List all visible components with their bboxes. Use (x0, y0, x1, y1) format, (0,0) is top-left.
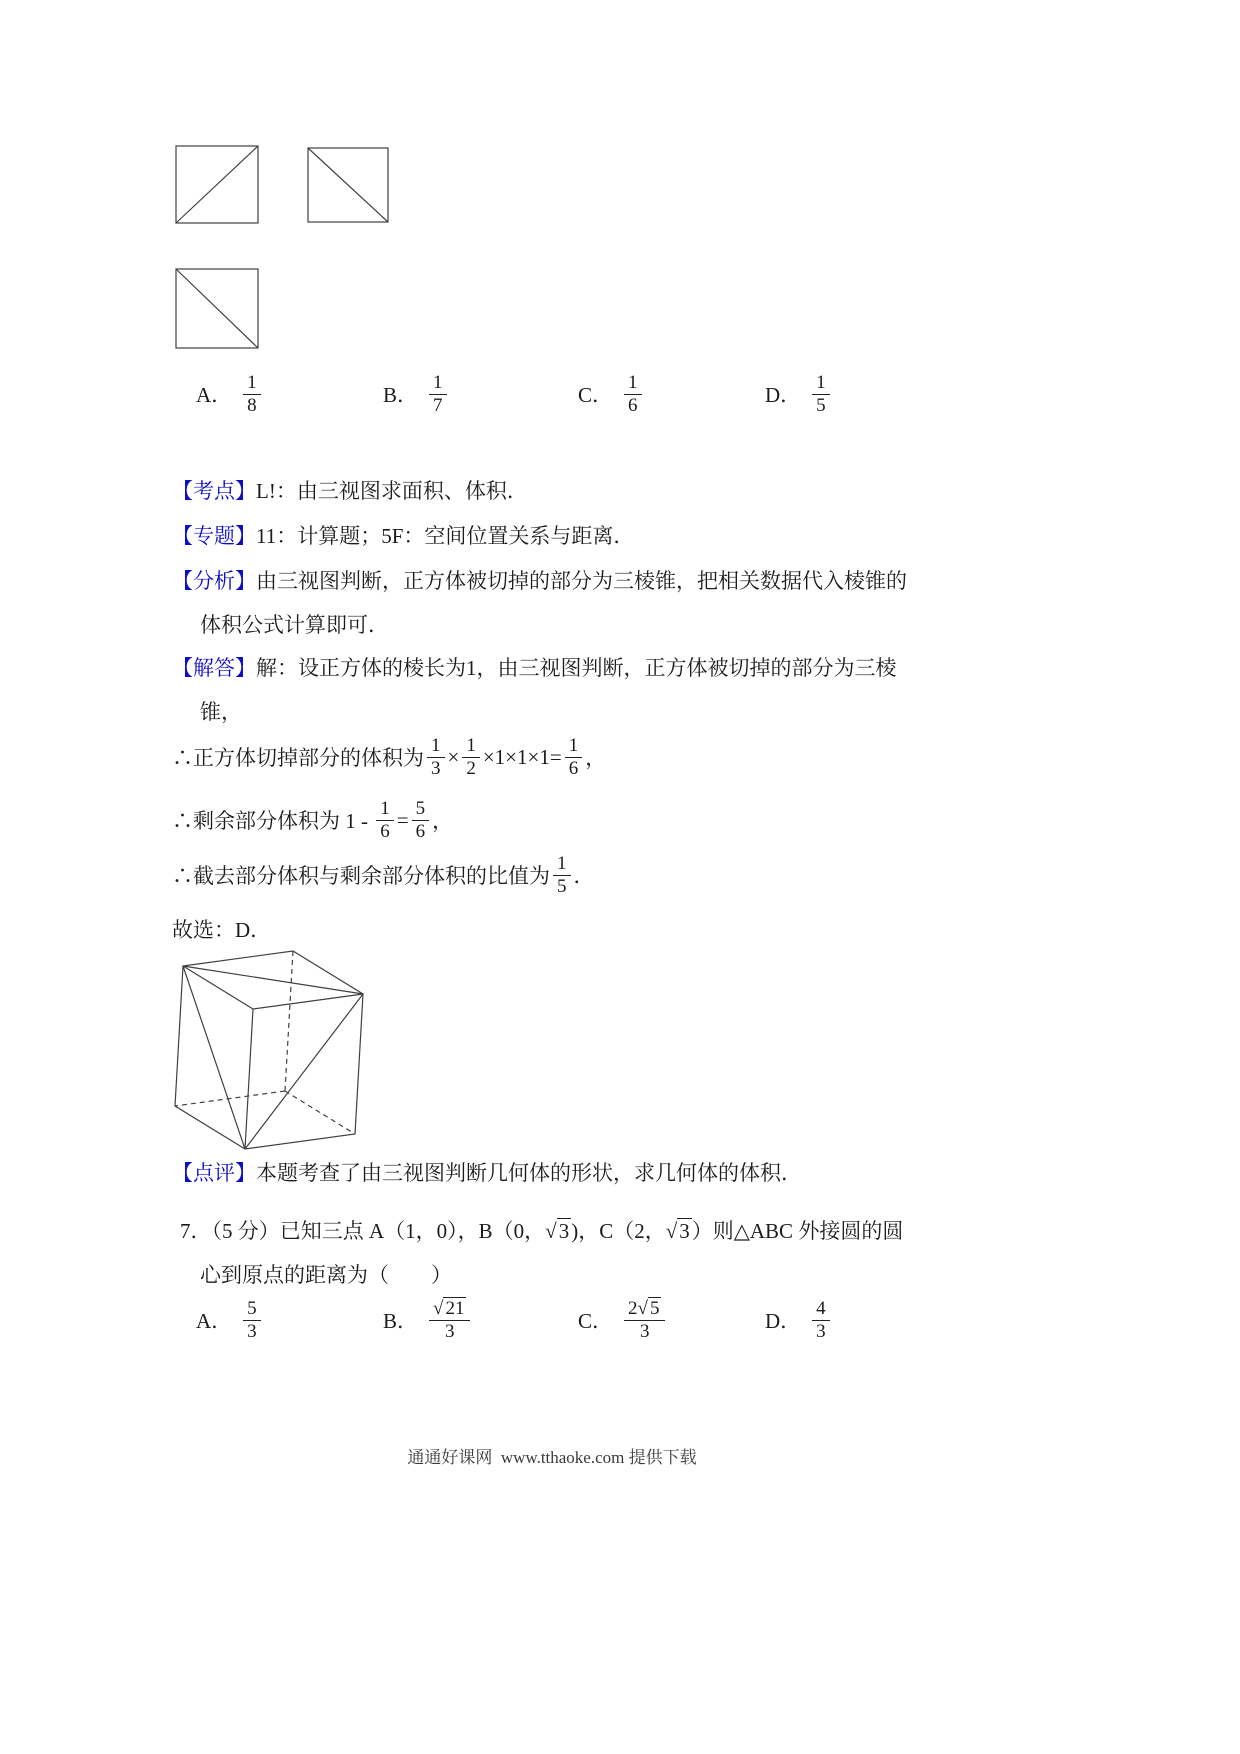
jieda-text: 解：设正方体的棱长为1，由三视图判断，正方体被切掉的部分为三棱 (256, 656, 897, 680)
fraction-denominator: 7 (429, 394, 447, 417)
section-zhuanti (172, 521, 634, 551)
fraction-numerator: 1 (816, 372, 826, 393)
section-fenxi (172, 566, 907, 640)
kaodian-tag: 【考点】 (172, 479, 256, 503)
kaodian-text: L!：由三视图求面积、体积． (256, 479, 528, 503)
fenxi-text: 由三视图判断，正方体被切掉的部分为三棱锥，把相关数据代入棱锥的 (256, 569, 907, 593)
section-kaodian (172, 476, 528, 506)
sqrt-sign: √ (665, 1219, 678, 1243)
q7-line-2: 心到原点的距离为（ ） (200, 1263, 452, 1287)
cube-front-corner-edges (183, 966, 363, 1149)
fraction-denominator: 3 (812, 1320, 830, 1343)
option-label: A． (196, 1309, 233, 1334)
option-fraction (624, 372, 642, 417)
dianping-tag: 【点评】 (172, 1161, 256, 1185)
solution-step-1 (172, 735, 606, 780)
fraction-numerator: 5 (415, 798, 426, 819)
radicand: 21 (445, 1298, 465, 1319)
step2-prefix: ∴剩余部分体积为 1 - (172, 809, 374, 834)
fraction-denominator: 6 (412, 820, 430, 843)
fenxi-line-1 (172, 566, 907, 596)
jieda-tag: 【解答】 (172, 656, 256, 680)
q7-text-b: )，C（2， (571, 1219, 666, 1243)
cut-triangle-edges (183, 966, 363, 1149)
option-fraction (624, 1298, 665, 1343)
fraction-denominator: 2 (462, 757, 480, 780)
sqrt-3-second (666, 1218, 692, 1243)
fraction-numerator: 1 (431, 735, 441, 756)
view-square-top-right (307, 147, 389, 224)
fraction-numerator: 4 (816, 1298, 826, 1319)
option-label: C． (578, 383, 614, 408)
step1-fraction-2 (462, 735, 480, 780)
sqrt-sign: √ (433, 1298, 444, 1319)
option-label: B． (383, 383, 419, 408)
step2-suffix: ， (432, 809, 454, 834)
fraction-denominator: 5 (812, 394, 830, 417)
cube-outline (175, 951, 363, 1149)
q6-option-d (765, 372, 833, 417)
step2-fraction-2 (412, 798, 430, 843)
fraction-denominator: 5 (553, 875, 571, 898)
radicand: 5 (649, 1298, 660, 1319)
q7-options-row (172, 1298, 1072, 1354)
sqrt-3-first (545, 1218, 571, 1243)
fraction-numerator: 1 (433, 372, 443, 393)
q7-option-d (765, 1298, 833, 1343)
section-dianping (172, 1158, 802, 1188)
fraction-denominator: 6 (624, 394, 642, 417)
step1-fraction-1 (427, 735, 445, 780)
option-label: B． (383, 1309, 419, 1334)
zhuanti-text: 11：计算题；5F：空间位置关系与距离． (256, 524, 635, 548)
step1-operator-2: ×1×1×1= (482, 744, 562, 769)
step3-fraction-1 (553, 853, 571, 898)
option-label: A． (196, 383, 233, 408)
coefficient: 2 (628, 1298, 638, 1319)
fraction-denominator: 3 (243, 1320, 261, 1343)
q7-option-c (578, 1298, 668, 1343)
jieda-line-2: 锥， (200, 700, 242, 724)
fraction-numerator: 1 (247, 372, 257, 393)
q6-option-a (196, 372, 264, 417)
fraction-denominator: 6 (565, 757, 583, 780)
solution-step-2 (172, 798, 453, 843)
step3-suffix: ． (573, 864, 595, 889)
q7-line-1 (180, 1216, 903, 1246)
view-square-bottom (175, 268, 259, 350)
jieda-line-1 (172, 653, 897, 683)
q6-options-row (172, 372, 1072, 428)
fraction-denominator: 8 (243, 394, 261, 417)
cube-cut-figure (168, 946, 380, 1158)
fraction-numerator: 5 (247, 1298, 257, 1319)
q6-option-c (578, 372, 645, 417)
fenxi-line-2: 体积公式计算即可． (200, 613, 389, 637)
option-fraction (429, 372, 447, 417)
fraction-denominator: 3 (429, 1320, 470, 1343)
q7-text-c: ）则△ABC 外接圆的圆 (691, 1219, 904, 1243)
step1-suffix: ， (585, 746, 607, 771)
sqrt-sign: √ (637, 1298, 648, 1319)
fraction-numerator: 1 (466, 735, 476, 756)
view-square-top-left (175, 145, 259, 225)
conclusion-text: 故选：D． (172, 918, 272, 942)
section-jieda (172, 653, 897, 727)
step2-fraction-1 (376, 798, 394, 843)
fraction-numerator: 1 (628, 372, 638, 393)
step3-prefix: ∴截去部分体积与剩余部分体积的比值为 (172, 864, 550, 889)
option-fraction (243, 372, 261, 417)
option-fraction (812, 372, 830, 417)
question-7 (180, 1216, 903, 1290)
option-fraction (812, 1298, 830, 1343)
fraction-numerator: 1 (557, 853, 567, 874)
option-fraction (243, 1298, 261, 1343)
step1-operator-1: × (447, 744, 460, 769)
fraction-denominator: 6 (376, 820, 394, 843)
fenxi-tag: 【分析】 (172, 569, 256, 593)
radicand: 3 (558, 1219, 570, 1243)
q7-text-a: 7．（5 分）已知三点 A（1，0），B（0， (180, 1219, 546, 1243)
option-fraction (429, 1298, 470, 1343)
page-footer: 通通好课网 www.tthaoke.com 提供下载 (407, 1448, 697, 1467)
radicand: 3 (679, 1219, 690, 1243)
fraction-numerator: 1 (568, 735, 579, 756)
fraction-denominator: 3 (624, 1320, 665, 1343)
option-label: C． (578, 1309, 614, 1334)
sqrt-21 (433, 1297, 466, 1319)
zhuanti-tag: 【专题】 (172, 524, 256, 548)
q7-option-b (383, 1298, 473, 1343)
step2-equals: = (396, 807, 409, 832)
fraction-numerator (429, 1298, 470, 1320)
option-label: D． (765, 383, 802, 408)
fraction-numerator (624, 1298, 665, 1320)
step1-fraction-3 (565, 735, 583, 780)
solution-step-3 (172, 853, 595, 898)
q7-option-a (196, 1298, 264, 1343)
dianping-text: 本题考查了由三视图判断几何体的形状，求几何体的体积． (256, 1161, 802, 1185)
sqrt-5 (638, 1297, 662, 1319)
option-label: D． (765, 1309, 802, 1334)
step1-prefix: ∴正方体切掉部分的体积为 (172, 746, 424, 771)
fraction-denominator: 3 (427, 757, 445, 780)
q6-option-b (383, 372, 450, 417)
fraction-numerator: 1 (380, 798, 390, 819)
sqrt-sign: √ (545, 1219, 557, 1243)
